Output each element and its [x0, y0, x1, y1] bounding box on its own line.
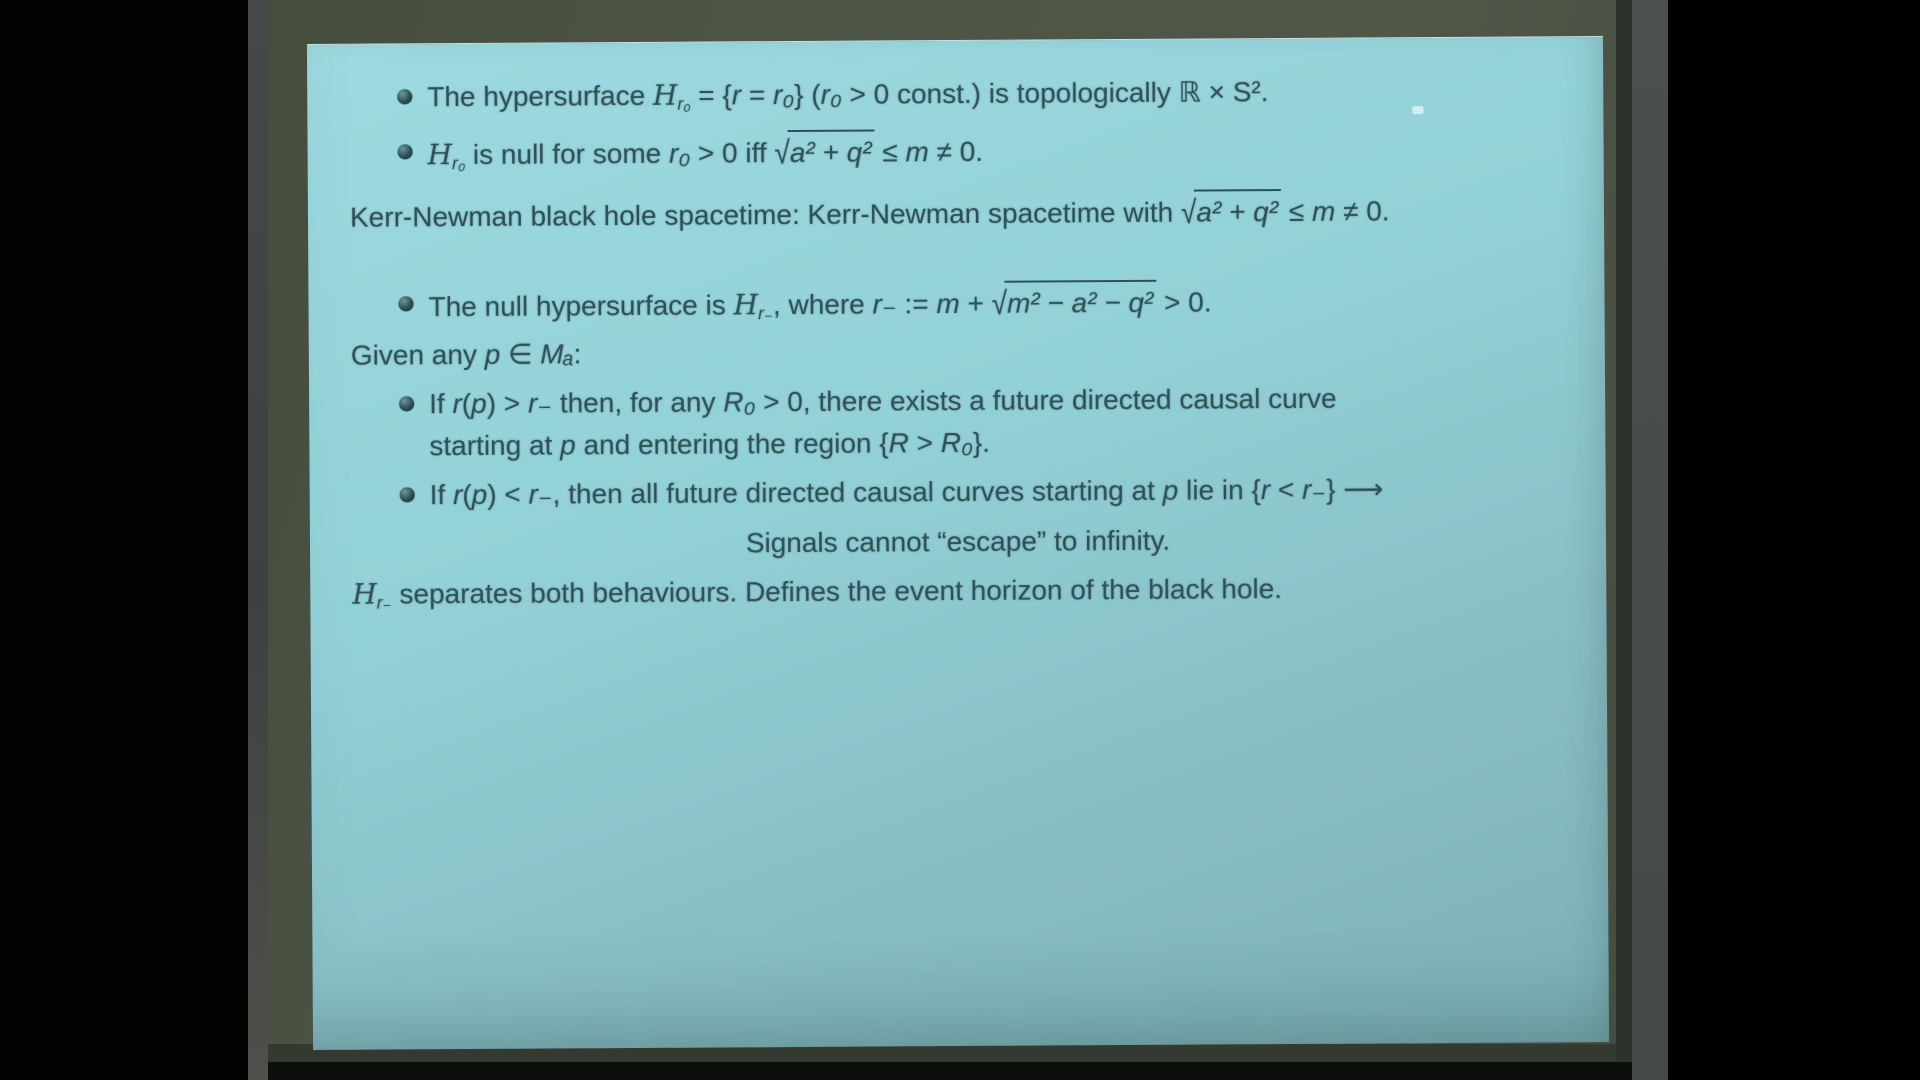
bullet-icon [399, 396, 414, 411]
bullet-item-hypersurface-topology: The hypersurface Hr₀ = {r = r₀} (r₀ > 0 const.) is topologically ℝ × S². [427, 72, 1269, 125]
bottom-dark-band [268, 1062, 1632, 1080]
bullet-item-null-condition: Hr₀ is null for some r₀ > 0 iff √a² + q² ≤ m ≠ 0. [427, 129, 983, 183]
bullet-icon [398, 296, 413, 311]
bullet-icon [397, 89, 412, 104]
presentation-slide [307, 36, 1609, 1050]
bullet-item-inside-horizon: If r(p) < r₋, then all future directed causal curves starting at p lie in {r < r₋} ⟶ [430, 469, 1384, 515]
right-black-bar [1668, 0, 1920, 1080]
left-screen-edge [248, 0, 268, 1080]
given-any-p-statement: Given any p ∈ Mₐ: [350, 338, 582, 371]
slide-content [307, 37, 1609, 1050]
right-screen-edge [1632, 0, 1668, 1080]
event-horizon-conclusion: Hr₋ separates both behaviours. Defines the event horizon of the black hole. [352, 573, 1283, 613]
bullet-icon [398, 144, 413, 159]
bullet-icon [400, 487, 415, 502]
bullet-item-null-hypersurface: The null hypersurface is Hr₋, where r₋ := m + √m² − a² − q² > 0. [428, 279, 1211, 335]
signals-escape-statement: Signals cannot “escape” to infinity. [745, 524, 1171, 559]
right-screen-seam [1616, 0, 1632, 1080]
cursor-artifact [1412, 106, 1423, 114]
left-black-bar [0, 0, 248, 1080]
kerr-newman-definition: Kerr-Newman black hole spacetime: Kerr-Newman spacetime with √a² + q² ≤ m ≠ 0. [350, 188, 1390, 237]
outside-horizon-continuation: starting at p and entering the region {R > R₀}. [429, 426, 991, 462]
bullet-item-outside-horizon: If r(p) > r₋ then, for any R₀ > 0, there exists a future directed causal curve [429, 379, 1337, 425]
